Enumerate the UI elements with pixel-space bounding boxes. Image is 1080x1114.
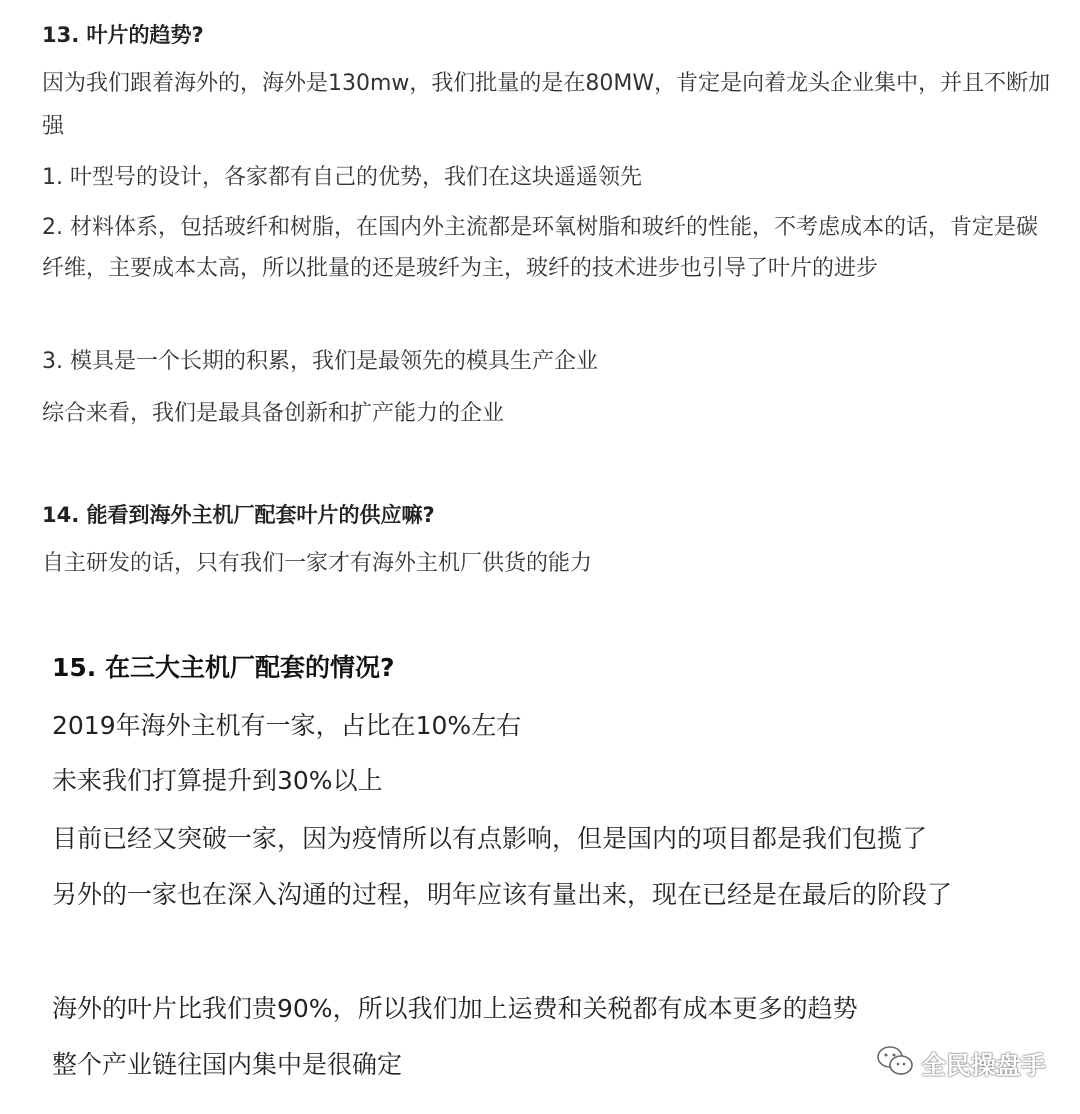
section-13-paragraph: 2. 材料体系，包括玻纤和树脂，在国内外主流都是环氧树脂和玻纤的性能，不考虑成本的话，肯定是碳纤维，主要成本太高，所以批量的还是玻纤为主，玻纤的技术进步也引导了叶片的进步 [42,215,1038,281]
section-13-paragraph: 因为我们跟着海外的，海外是130mw，我们批量的是在80MW，肯定是向着龙头企业集中，并且不断加强 [42,71,1051,139]
section-13-title: 13. 叶片的趋势? [42,23,204,47]
section-15-paragraph: 另外的一家也在深入沟通的过程，明年应该有量出来，现在已经是在最后的阶段了 [52,880,953,909]
section-14-paragraph: 自主研发的话，只有我们一家才有海外主机厂供货的能力 [42,551,593,576]
wechat-icon [875,1044,915,1084]
section-15-title: 15. 在三大主机厂配套的情况? [52,653,395,682]
section-15-paragraph: 整个产业链往国内集中是很确定 [52,1050,403,1079]
watermark [875,1044,1046,1084]
watermark-text: 全民操盘手 [920,1051,1046,1080]
section-15-paragraph: 2019年海外主机有一家，占比在10%左右 [52,711,522,740]
section-15-paragraph: 目前已经又突破一家，因为疫情所以有点影响，但是国内的项目都是我们包揽了 [52,824,928,853]
section-13-paragraph: 综合来看，我们是最具备创新和扩产能力的企业 [42,401,505,426]
section-13-paragraph: 1. 叶型号的设计，各家都有自己的优势，我们在这块遥遥领先 [42,165,642,190]
section-15-paragraph: 海外的叶片比我们贵90%，所以我们加上运费和关税都有成本更多的趋势 [52,994,858,1023]
section-13-paragraph: 3. 模具是一个长期的积累，我们是最领先的模具生产企业 [42,349,598,374]
section-15-paragraph: 未来我们打算提升到30%以上 [52,766,383,795]
section-14-title: 14. 能看到海外主机厂配套叶片的供应嘛? [42,503,435,527]
